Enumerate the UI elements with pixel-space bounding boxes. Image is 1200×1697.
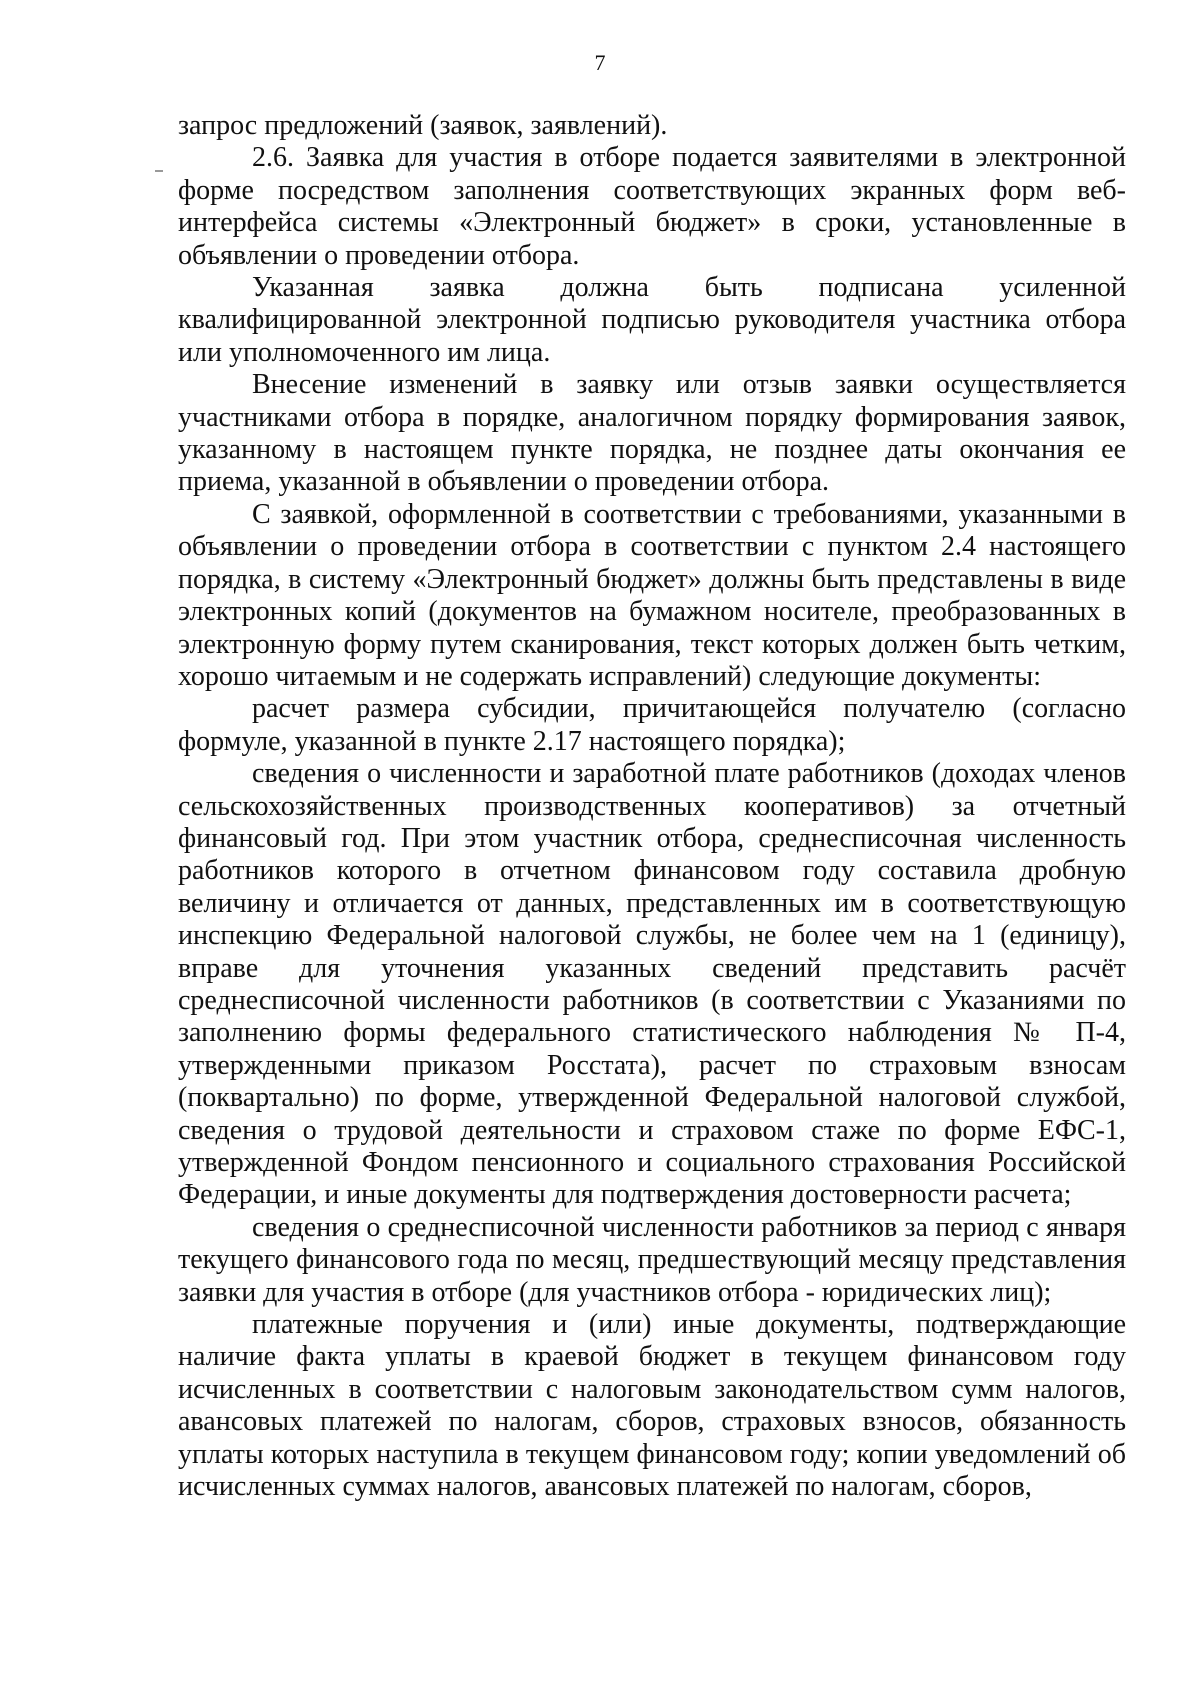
paragraph-changes: Внесение изменений в заявку или отзыв заявки осуществляется участниками отбора в порядке, аналогичном порядку формирования заявок, указанному в настоящем пункте порядка, не позднее даты окончания ее приема, указанной в объявлении о проведении отбора. [178, 369, 1126, 498]
paragraph-continuation: запрос предложений (заявок, заявлений). [178, 110, 668, 141]
list-item-average-headcount: сведения о среднесписочной численности работников за период с января текущего финансового года по месяц, предшествующий месяцу представления заявки для участия в отборе (для участников отбора - юридических лиц); [178, 1211, 1126, 1308]
document-body [178, 110, 1126, 1503]
list-item-employee-info: сведения о численности и заработной плате работников (доходах членов сельскохозяйственных производственных кооперативов) за отчетный финансовый год. При этом участник отбора, среднесписочная численность работников которого в отчетном финансовом году составила дробную величину и отличается от данных, представленных им в соответствующую инспекцию Федеральной налоговой службы, не более чем на 1 (единицу), вправе для уточнения указанных сведений представить расчёт среднесписочной численности работников (в соответствии с Указаниями по заполнению формы федерального статистического наблюдения № П-4, утвержденными приказом Росстата), расчет по страховым взносам (поквартально) по форме, утвержденной Федеральной налоговой службой, сведения о трудовой деятельности и страховом стаже по форме ЕФС-1, утвержденной Фондом пенсионного и социального страхования Российской Федерации, и иные документы для подтверждения достоверности расчета; [178, 758, 1126, 1211]
paragraph-signature: Указанная заявка должна быть подписана усиленной квалифицированной электронной подписью руководителя участника отбора или уполномоченного им лица. [178, 272, 1126, 368]
paragraph-2-6: 2.6. Заявка для участия в отборе подается заявителями в электронной форме посредством заполнения соответствующих экранных форм веб-интерфейса системы «Электронный бюджет» в сроки, установленные в объявлении о проведении отбора. [178, 142, 1126, 271]
list-item-payment-orders: платежные поручения и (или) иные документы, подтверждающие наличие факта уплаты в краевой бюджет в текущем финансовом году исчисленных в соответствии с налоговым законодательством сумм налогов, авансовых платежей по налогам, сборов, страховых взносов, обязанность уплаты которых наступила в текущем финансовом году; копии уведомлений об исчисленных суммах налогов, авансовых платежей по налогам, сборов, [178, 1309, 1126, 1503]
page-number: 7 [594, 50, 606, 75]
list-item-subsidy-calculation: расчет размера субсидии, причитающейся получателю (согласно формуле, указанной в пункте 2.17 настоящего порядка); [178, 693, 1126, 757]
paragraph-documents-intro: С заявкой, оформленной в соответствии с требованиями, указанными в объявлении о проведении отбора в соответствии с пунктом 2.4 настоящего порядка, в систему «Электронный бюджет» должны быть представлены в виде электронных копий (документов на бумажном носителе, преобразованных в электронную форму путем сканирования, текст которых должен быть четким, хорошо читаемым и не содержать исправлений) следующие документы: [178, 498, 1126, 692]
margin-mark [155, 170, 163, 172]
